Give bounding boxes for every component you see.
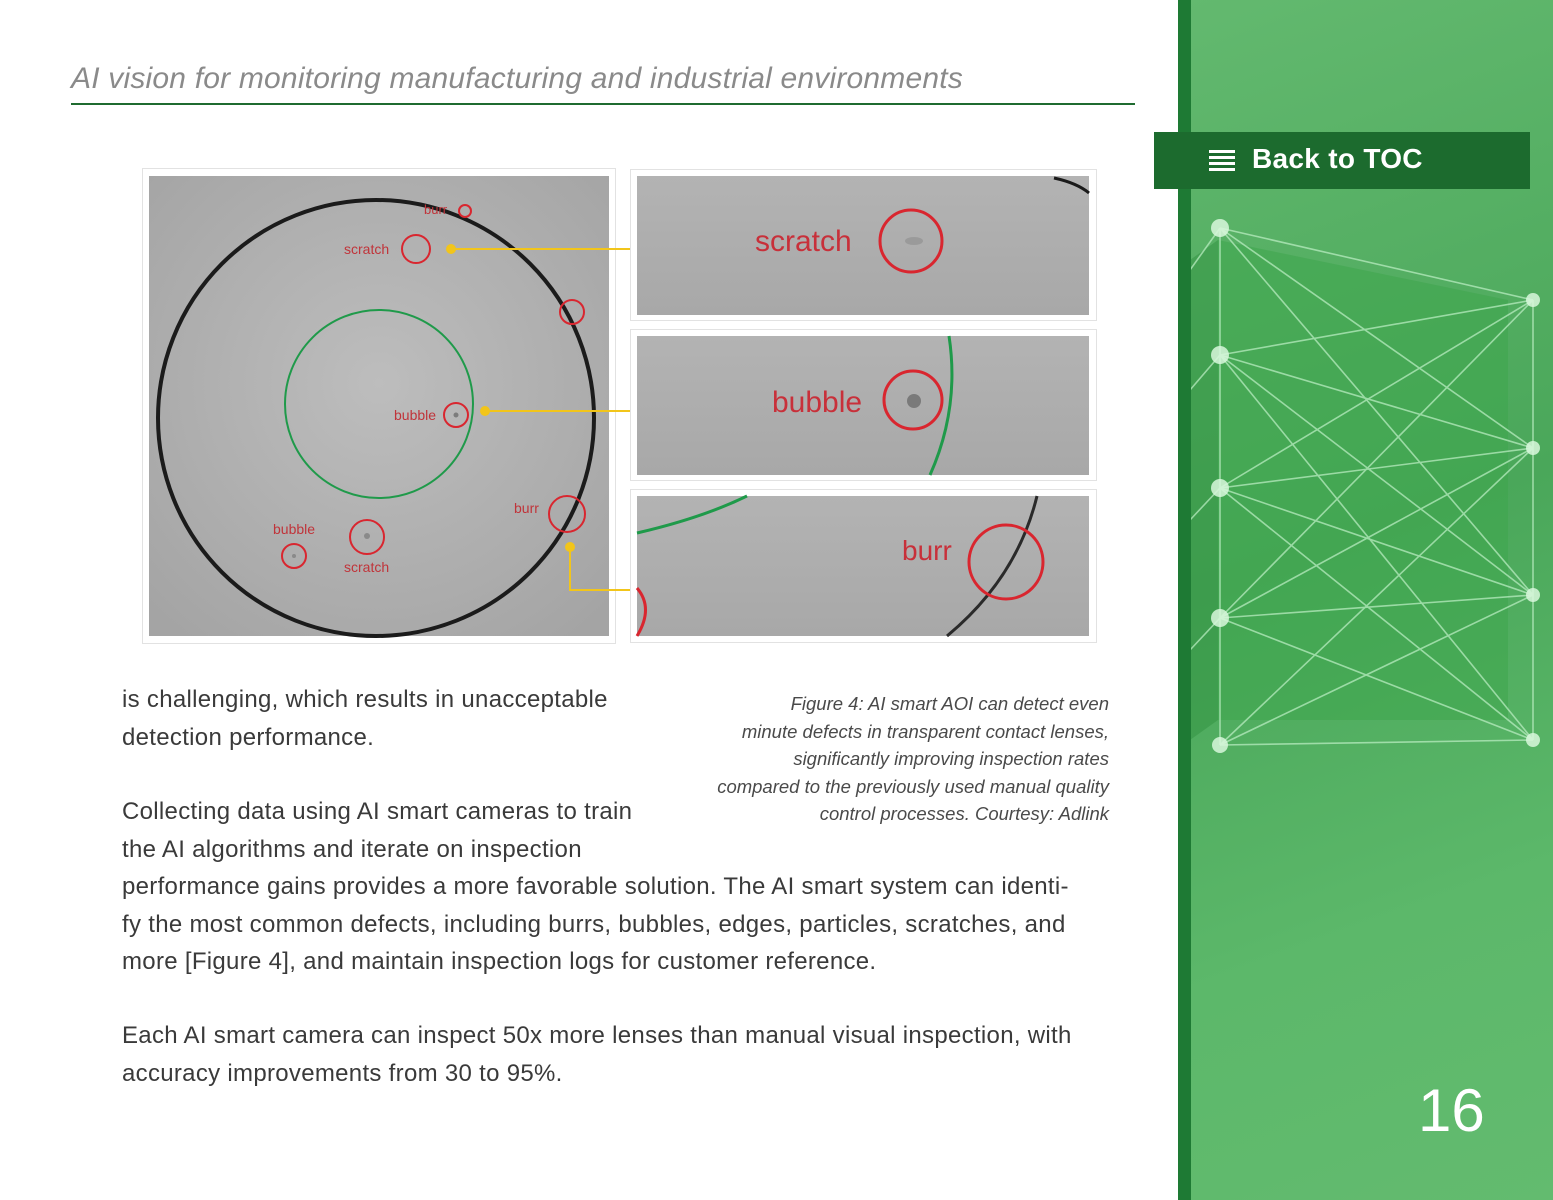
page-number: 16 — [1418, 1077, 1485, 1144]
scratch-label: scratch — [344, 241, 390, 257]
back-to-toc-label: Back to TOC — [1252, 143, 1423, 174]
scratch-lower-label: scratch — [344, 559, 390, 575]
zoom-bubble-photo — [637, 336, 1089, 475]
caption-line-1: Figure 4: AI smart AOI can detect even — [790, 693, 1109, 714]
paragraph-3 — [122, 1017, 1072, 1092]
paragraph-2-line-3: performance gains provides a more favorable solution. The AI smart system can identi- — [122, 873, 1069, 900]
paragraph-3-line-1: Each AI smart camera can inspect 50x more lenses than manual visual inspection, with — [122, 1022, 1072, 1049]
paragraph-1 — [122, 681, 608, 756]
caption-line-5: control processes. Courtesy: Adlink — [819, 803, 1109, 824]
caption-line-3: significantly improving inspection rates — [793, 748, 1109, 769]
paragraph-2-line-5: more [Figure 4], and maintain inspection logs for customer reference. — [122, 948, 877, 975]
paragraph-2 — [122, 793, 1069, 981]
figure-4-lens-inspection — [142, 168, 1098, 644]
paragraph-1-line-2: detection performance. — [122, 723, 375, 751]
paragraph-2-line-4: fy the most common defects, including burrs, bubbles, edges, particles, scratches, and — [122, 910, 1066, 938]
zoom-burr-photo — [637, 496, 1089, 636]
page-header-title: AI vision for monitoring manufacturing and industrial environments — [71, 62, 963, 95]
back-to-toc-button[interactable] — [1154, 132, 1530, 189]
paragraph-1-line-1: is challenging, which results in unacceptable — [122, 686, 608, 713]
zoom-scratch-label: scratch — [755, 225, 852, 258]
burr-right-label: burr — [514, 500, 539, 516]
header-divider — [71, 103, 1135, 105]
burr-label: burr — [424, 202, 448, 217]
paragraph-3-line-2: accuracy improvements from 30 to 95%. — [122, 1059, 563, 1087]
paragraph-2-line-2: the AI algorithms and iterate on inspection — [122, 835, 582, 863]
zoom-bubble-label: bubble — [772, 386, 863, 419]
caption-line-2: minute defects in transparent contact lenses, — [741, 720, 1109, 742]
lens-inspection-image — [142, 168, 1098, 644]
bubble-label: bubble — [394, 407, 437, 423]
zoom-scratch-photo — [637, 176, 1089, 315]
list-icon — [1209, 149, 1235, 171]
paragraph-2-line-1: Collecting data using AI smart cameras to train — [122, 798, 633, 825]
bubble-lower-label: bubble — [273, 521, 316, 537]
caption-line-4: compared to the previously used manual quality — [717, 775, 1109, 797]
zoom-burr-label: burr — [902, 535, 952, 566]
